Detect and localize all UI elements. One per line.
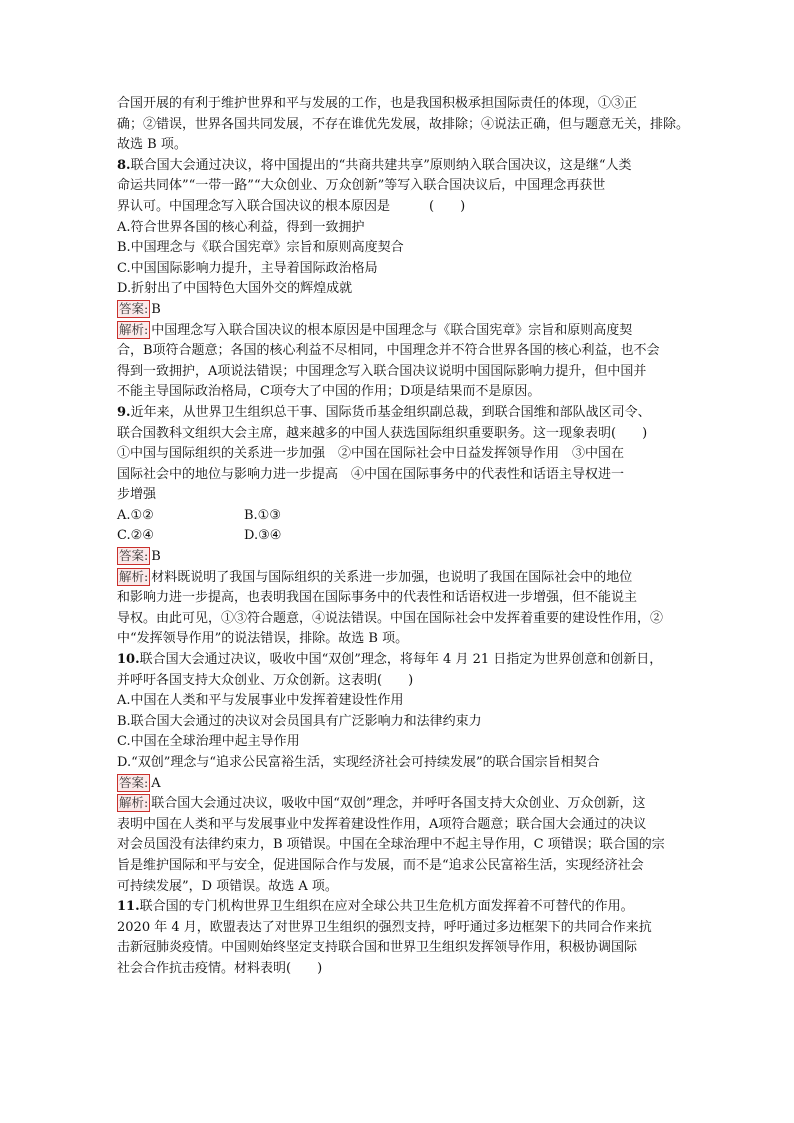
answer-row xyxy=(117,300,683,321)
option-d: D.“双创”理念与“追求公民富裕生活，实现经济社会可持续发展”的联合国宗旨相契合 xyxy=(117,755,600,770)
text-line: 合国开展的有利于维护世界和平与发展的工作，也是我国积极承担国际责任的体现，①③正 xyxy=(117,96,638,111)
analysis-line: 对会员国没有法律约束力，B 项错误。中国在全球治理中不起主导作用，C 项错误；联合国的宗 xyxy=(117,837,665,853)
analysis-tag: 解析: xyxy=(119,795,149,811)
answer-value: B xyxy=(151,549,161,565)
analysis-line: 中国理念写入联合国决议的根本原因是中国理念与《联合国宪章》宗旨和原则高度契 xyxy=(151,322,633,338)
option-b: B.中国理念与《联合国宪章》宗旨和原则高度契合 xyxy=(117,240,404,256)
option-b: B.①③ xyxy=(244,507,281,523)
question-10 xyxy=(117,650,683,897)
answer-tag: 答案: xyxy=(119,548,149,564)
analysis-line: 可持续发展”，D 项错误。故选 A 项。 xyxy=(117,878,338,894)
question-stem-line: 近年来，从世界卫生组织总干事、国际货币基金组织副总裁，到联合国维和部队战区司令、 xyxy=(130,404,651,420)
question-stem-line: 联合国大会通过决议，吸收中国“双创”理念，将每年 4 月 21 日指定为世界创意和创新日， xyxy=(139,652,663,668)
question-number: 11. xyxy=(117,899,140,915)
question-11 xyxy=(117,897,683,979)
question-number: 9. xyxy=(117,404,131,420)
text-line: 故选 B 项。 xyxy=(117,137,187,153)
question-stem-line: 联合国大会通过决议，将中国提出的“共商共建共享”原则纳入联合国决议，这是继“人类 xyxy=(130,157,632,173)
options-row xyxy=(117,526,683,547)
text-line: 确；②错误，世界各国共同发展，不存在谁优先发展，故排除；④说法正确，但与题意无关，排除。 xyxy=(117,116,690,132)
document-page xyxy=(117,94,690,980)
question-stem-line: 击新冠肺炎疫情。中国则始终坚定支持联合国和世界卫生组织发挥领导作用，积极协调国际 xyxy=(117,940,638,956)
option-c: C.中国国际影响力提升，主导着国际政治格局 xyxy=(117,260,378,276)
analysis-line: 联合国大会通过决议，吸收中国“双创”理念，并呼吁各国支持大众创业、万众创新，这 xyxy=(151,796,646,812)
question-number: 8. xyxy=(117,157,131,173)
analysis-line: 旨是维护国际和平与安全，促进国际合作与发展，而不是“追求公民富裕生活，实现经济社会 xyxy=(117,857,644,873)
analysis-line: 合，B项符合题意；各国的核心利益不尽相同，中国理念并不符合世界各国的核心利益，也不会 xyxy=(117,343,660,359)
answer-tag: 答案: xyxy=(119,774,149,790)
analysis-line: 中“发挥领导作用”的说法错误，排除。故选 B 项。 xyxy=(117,631,409,647)
analysis-line: 材料既说明了我国与国际组织的关系进一步加强，也说明了我国在国际社会中的地位 xyxy=(151,569,633,585)
answer-row xyxy=(117,774,683,795)
question-stem-line: 联合国教科文组织大会主席，越来越多的中国人获选国际组织重要职务。这一现象表明( ) xyxy=(117,425,648,441)
option-c: C.中国在全球治理中起主导作用 xyxy=(117,734,300,750)
answer-value: B xyxy=(151,301,161,317)
question-stem-line: 国际社会中的地位与影响力进一步提高 ④中国在国际事务中的代表性和话语主导权进一 xyxy=(117,466,625,482)
question-stem-line: ①中国与国际组织的关系进一步加强 ②中国在国际社会中日益发挥领导作用 ③中国在 xyxy=(117,446,625,462)
analysis-line: 得到一致拥护，A项说法错误；中国理念写入联合国决议说明中国国际影响力提升，但中国并 xyxy=(117,363,647,379)
question-number: 10. xyxy=(117,652,140,668)
option-a: A.中国在人类和平与发展事业中发挥着建设性作用 xyxy=(117,693,404,709)
analysis-line: 不能主导国际政治格局，C项夸大了中国的作用；D项是结果而不是原因。 xyxy=(117,384,541,400)
option-b: B.联合国大会通过的决议对会员国具有广泛影响力和法律约束力 xyxy=(117,713,482,729)
answer-value: A xyxy=(151,775,161,791)
question-stem-line: 并呼吁各国支持大众创业、万众创新。这表明( ) xyxy=(117,672,414,688)
answer-row xyxy=(117,547,683,568)
question-stem-line: 2020 年 4 月，欧盟表达了对世界卫生组织的强烈支持，呼吁通过多边框架下的共同合作来抗 xyxy=(117,919,652,935)
option-a: A.①② xyxy=(117,507,154,523)
analysis-line: 表明中国在人类和平与发展事业中发挥着建设性作用，A项符合题意；联合国大会通过的决议 xyxy=(117,816,647,832)
question-stem-line: 社会合作抗击疫情。材料表明( ) xyxy=(117,960,323,976)
answer-tag: 答案: xyxy=(119,300,149,316)
options-row xyxy=(117,506,683,527)
analysis-tag: 解析: xyxy=(119,321,149,337)
intro-paragraph xyxy=(117,94,690,156)
question-stem-line: 步增强 xyxy=(117,487,157,503)
option-a: A.符合世界各国的核心利益，得到一致拥护 xyxy=(117,219,365,235)
option-d: D.③④ xyxy=(244,528,282,544)
option-c: C.②④ xyxy=(117,528,154,544)
question-stem-line: 界认可。中国理念写入联合国决议的根本原因是 ( ) xyxy=(117,198,466,214)
question-9 xyxy=(117,403,683,650)
analysis-line: 导权。由此可见，①③符合题意，④说法错误。中国在国际社会中发挥着重要的建设性作用，② xyxy=(117,610,664,626)
question-8 xyxy=(117,156,683,403)
question-stem-line: 联合国的专门机构世界卫生组织在应对全球公共卫生危机方面发挥着不可替代的作用。 xyxy=(139,899,634,915)
option-d: D.折射出了中国特色大国外交的辉煌成就 xyxy=(117,281,353,297)
question-stem-line: 命运共同体”“一带一路”“大众创业、万众创新”等写入联合国决议后，中国理念再获世 xyxy=(117,178,606,194)
analysis-line: 和影响力进一步提高，也表明我国在国际事务中的代表性和话语权进一步增强，但不能说主 xyxy=(117,590,638,606)
analysis-tag: 解析: xyxy=(119,568,149,584)
